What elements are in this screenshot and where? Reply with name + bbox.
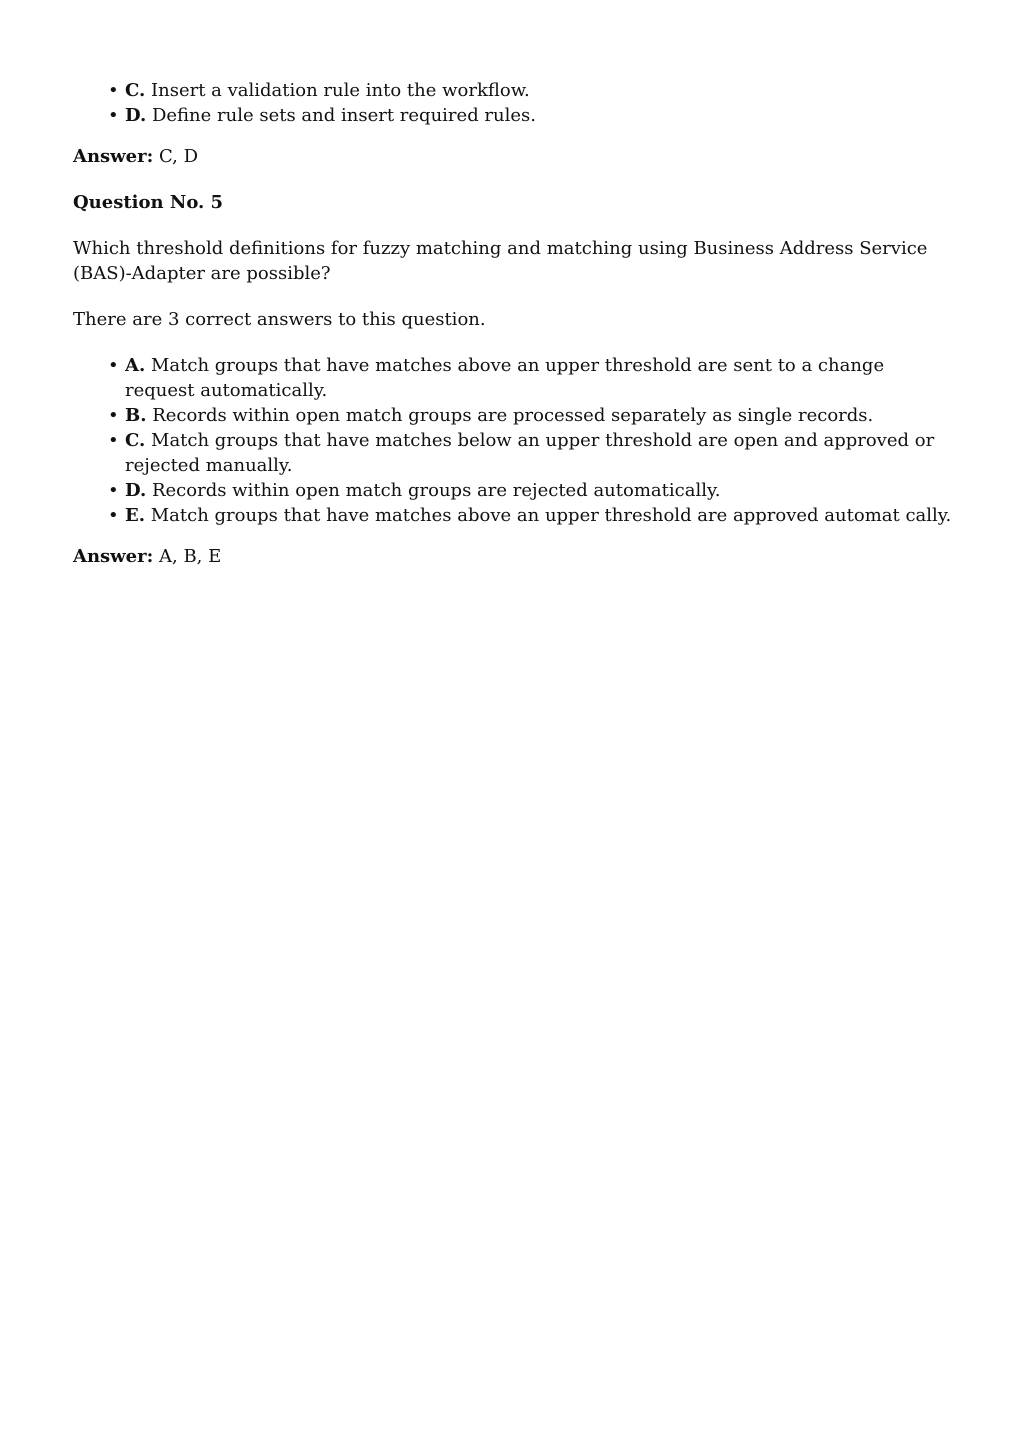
option-e [125,503,953,528]
option-b [125,403,953,428]
option-letter: E. [125,505,145,526]
question-stem: Which threshold definitions for fuzzy matching and matching using Business Address Service (BAS)-Adapter are possible? [73,238,928,284]
option-text: Records within open match groups are rejected automatically. [151,480,721,501]
answer-label: Answer: [73,546,154,567]
option-a [125,353,953,403]
option-letter: D. [125,480,147,501]
question-title: Question No. 5 [73,192,224,213]
option-letter: D. [125,105,147,126]
option-d [125,103,953,128]
prev-answer [73,144,953,169]
option-c [125,428,953,478]
prev-options-list [73,78,953,128]
answer [73,544,953,569]
option-letter: B. [125,405,147,426]
options-list [73,353,953,528]
document-page [73,78,953,569]
option-d [125,478,953,503]
answer-value: C, D [159,146,199,167]
option-c [125,78,953,103]
option-letter: A. [125,355,146,376]
option-letter: C. [125,430,146,451]
option-text: Match groups that have matches below an upper threshold are open and approved or rejected manually. [125,430,935,476]
option-text: Match groups that have matches above an upper threshold are sent to a change request automatically. [125,355,885,401]
option-text: Records within open match groups are processed separately as single records. [152,405,874,426]
option-text: Match groups that have matches above an upper threshold are approved automat cally. [150,505,952,526]
option-text: Define rule sets and insert required rules. [151,105,536,126]
answer-value: A, B, E [159,546,222,567]
answer-label: Answer: [73,146,154,167]
question-note: There are 3 correct answers to this question. [73,309,486,330]
option-text: Insert a validation rule into the workflow. [151,80,530,101]
option-letter: C. [125,80,146,101]
